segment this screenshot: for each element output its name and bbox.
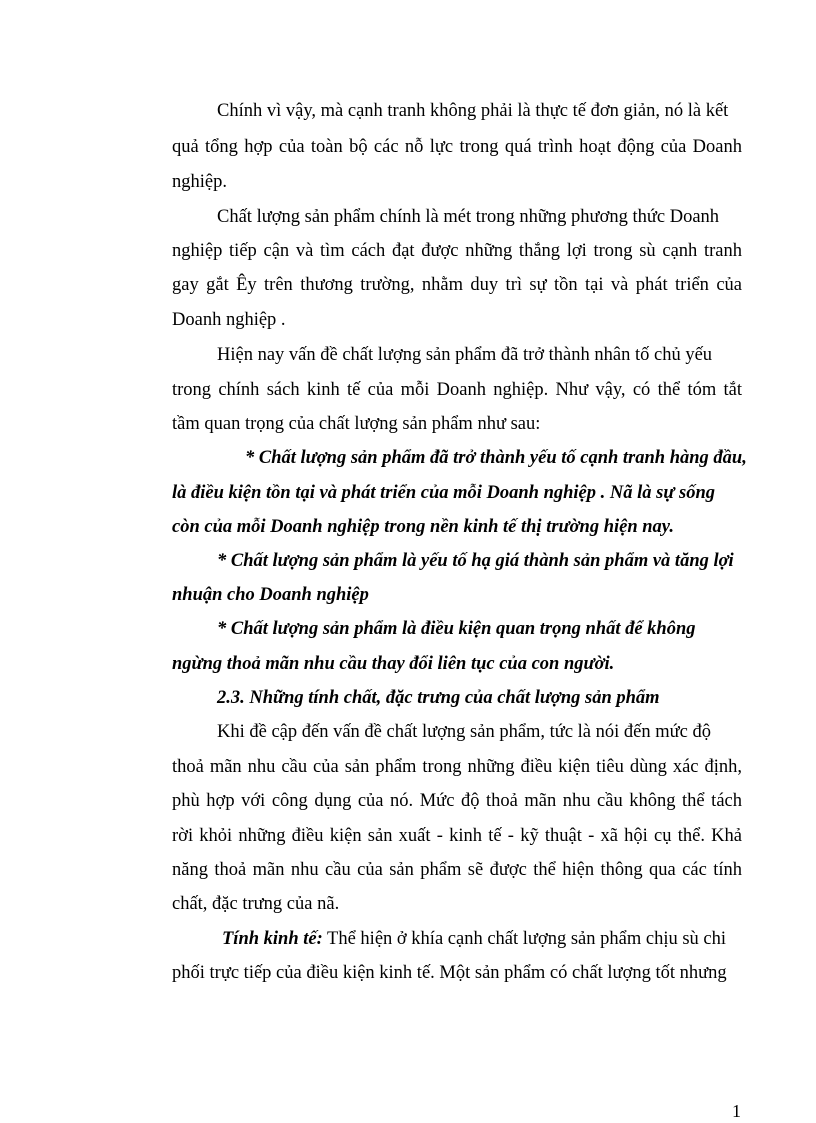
paragraph-line: rời khỏi những điều kiện sản xuất - kinh tế - kỹ thuật - xã hội cụ thể. Khả	[172, 826, 742, 846]
paragraph-line	[222, 928, 726, 950]
emphasis-line: ngừng thoả mãn nhu cầu thay đổi liên tục của con người.	[172, 654, 615, 674]
paragraph-line: Doanh nghiệp .	[172, 310, 286, 330]
emphasis-line: nhuận cho Doanh nghiệp	[172, 585, 369, 605]
emphasis-line: là điều kiện tồn tại và phát triển của mỗi Doanh nghiệp . Nã là sự sống	[172, 483, 716, 503]
paragraph-line: năng thoả mãn nhu cầu của sản phẩm sẽ được thể hiện thông qua các tính	[172, 860, 742, 880]
emphasis-line: * Chất lượng sản phẩm là điều kiện quan trọng nhất để không	[217, 619, 696, 639]
section-heading: 2.3. Những tính chất, đặc trưng của chất lượng sản phẩm	[217, 688, 660, 708]
paragraph-line: gay gắt Êy trên thương trường, nhằm duy trì sự tồn tại và phát triển của	[172, 275, 742, 295]
paragraph-line: Khi đề cập đến vấn đề chất lượng sản phẩm, tức là nói đến mức độ	[217, 722, 711, 742]
paragraph-line: nghiệp tiếp cận và tìm cách đạt được những thắng lợi trong sù cạnh tranh	[172, 241, 742, 261]
paragraph-line: Hiện nay vấn đề chất lượng sản phẩm đã trở thành nhân tố chủ yếu	[217, 345, 713, 365]
emphasis-line: * Chất lượng sản phẩm là yếu tố hạ giá thành sản phẩm và tăng lợi	[217, 551, 734, 571]
term-label: Tính kinh tế:	[222, 929, 323, 949]
emphasis-line: * Chất lượng sản phẩm đã trở thành yếu tố cạnh tranh hàng đầu,	[245, 448, 747, 468]
paragraph-line: phù hợp với công dụng của nó. Mức độ thoả mãn nhu cầu không thể tách	[172, 791, 742, 811]
paragraph-line: thoả mãn nhu cầu của sản phẩm trong những điều kiện tiêu dùng xác định,	[172, 757, 742, 777]
term-text: Thể hiện ở khía cạnh chất lượng sản phẩm chịu sù chi	[322, 929, 727, 949]
paragraph-line: nghiệp.	[172, 172, 227, 192]
paragraph-line: Chất lượng sản phẩm chính là mét trong những phương thức Doanh	[217, 207, 720, 227]
emphasis-line: còn của mỗi Doanh nghiệp trong nền kinh tế thị trường hiện nay.	[172, 517, 674, 537]
paragraph-line: chất, đặc trưng của nã.	[172, 894, 340, 914]
paragraph-line: tầm quan trọng của chất lượng sản phẩm như sau:	[172, 414, 541, 434]
paragraph-line: phối trực tiếp của điều kiện kinh tế. Một sản phẩm có chất lượng tốt nhưng	[172, 963, 727, 983]
paragraph-line: Chính vì vậy, mà cạnh tranh không phải là thực tế đơn giản, nó là kết	[217, 101, 729, 121]
page-number: 1	[732, 1101, 741, 1121]
paragraph-line: trong chính sách kinh tế của mỗi Doanh nghiệp. Như vậy, có thể tóm tắt	[172, 380, 742, 400]
paragraph-line: quả tổng hợp của toàn bộ các nỗ lực trong quá trình hoạt động của Doanh	[172, 137, 742, 157]
